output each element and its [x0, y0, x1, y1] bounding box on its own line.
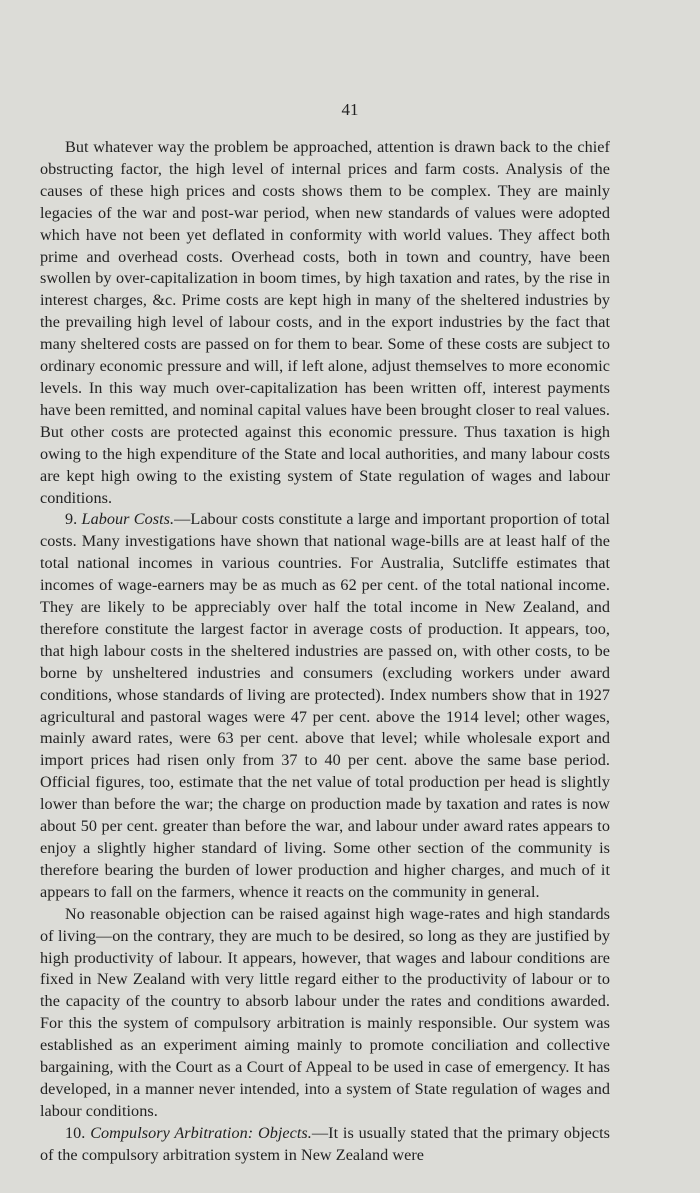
paragraph-labour-costs	[40, 509, 610, 903]
paragraph-overview	[40, 137, 610, 509]
paragraph-text: No reasonable objection can be raised against high wage-rates and high standards of living—on the contrary, they are much to be desired, so long as they are justified by high productivity of labour. It appears, however, that wages and labour conditions are fixed in New Zealand with very little regard either to the productivity of labour or to the capacity of the country to absorb labour under the rates and conditions awarded. For this the system of compulsory arbitration is mainly responsible. Our system was established as an experiment aiming mainly to promote conciliation and collective bargaining, with the Court as a Court of Appeal to be used in case of emergency. It has developed, in a manner never intended, into a system of State regulation of wages and labour conditions.	[40, 904, 610, 1120]
page-number: 41	[341, 100, 359, 119]
body-text	[40, 137, 610, 1167]
paragraph-text: But whatever way the problem be approached, attention is drawn back to the chief obstructing factor, the high level of internal prices and farm costs. Analysis of the causes of these high prices and costs shows them to be complex. They are mainly legacies of the war and post-war period, when new standards of values were adopted which have not been yet deflated in conformity with world values. They affect both prime and overhead costs. Overhead costs, both in town and country, have been swollen by over-capitalization in boom times, by high taxation and rates, by the rise in interest charges, &c. Prime costs are kept high in many of the sheltered industries by the prevailing high level of labour costs, and in the export industries by the fact that many sheltered costs are passed on for them to bear. Some of these costs are subject to ordinary economic pressure and will, if left alone, adjust themselves to more economic levels. In this way much over-capitalization has been written off, interest payments have been remitted, and nominal capital values have been brought closer to real values. But other costs are protected against this economic pressure. Thus taxation is high owing to the high expenditure of the State and local authorities, and many labour costs are kept high owing to the existing system of State regulation of wages and labour conditions.	[40, 138, 610, 507]
section-number: 9.	[65, 510, 82, 529]
paragraph-text: —It is usually stated that the primary objects of the compulsory arbitration system in New Zealand were	[40, 1123, 610, 1164]
paragraph-wage-rates	[40, 904, 610, 1123]
section-heading: Compulsory Arbitration: Objects.	[90, 1123, 312, 1142]
section-heading: Labour Costs.	[81, 510, 175, 529]
paragraph-compulsory-arbitration	[40, 1123, 610, 1167]
section-number: 10.	[65, 1123, 91, 1142]
paragraph-text: —Labour costs constitute a large and important proportion of total costs. Many investigations have shown that national wage-bills are at least half of the total national incomes in various countries. For Australia, Sutcliffe estimates that incomes of wage-earners may be as much as 62 per cent. of the total national income. They are likely to be appreciably over half the total income in New Zealand, and therefore constitute the largest factor in average costs of production. It appears, too, that high labour costs in the sheltered industries are passed on, with other costs, to be borne by unsheltered industries and consumers (excluding workers under award conditions, whose standards of living are protected). Index numbers show that in 1927 agricultural and pastoral wages were 47 per cent. above the 1914 level; other wages, mainly award rates, were 63 per cent. above that level; while wholesale export and import prices had risen only from 37 to 40 per cent. above the same base period. Official figures, too, estimate that the net value of total production per head is slightly lower than before the war; the charge on production made by taxation and rates is now about 50 per cent. greater than before the war, and labour under award rates appears to enjoy a slightly higher standard of living. Some other section of the community is therefore bearing the burden of lower production and higher charges, and much of it appears to fall on the farmers, whence it reacts on the community in general.	[40, 510, 610, 901]
